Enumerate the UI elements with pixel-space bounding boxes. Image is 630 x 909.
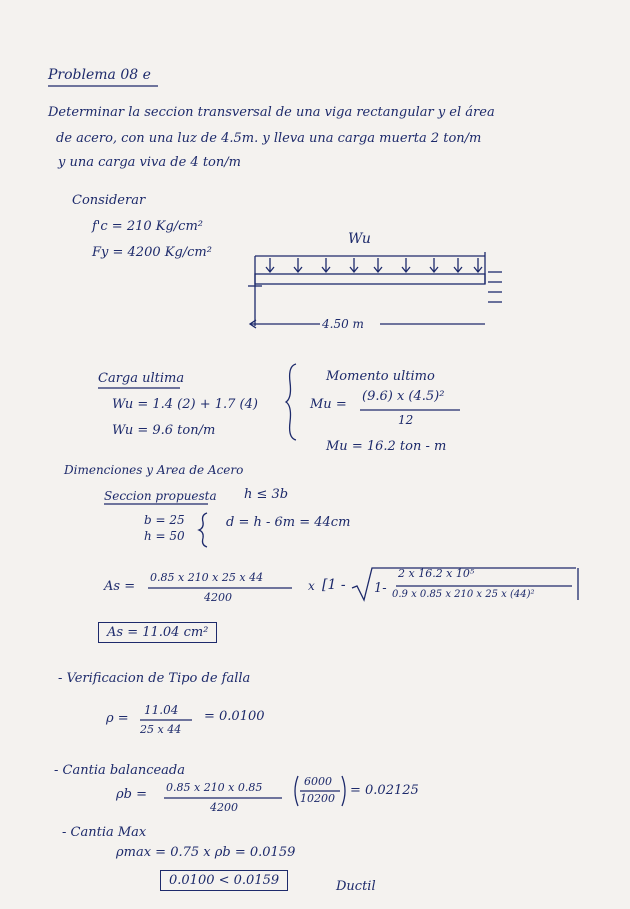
rhob-fraction-bar — [164, 796, 294, 800]
statement-line-2: de acero, con una luz de 4.5m. y lleva una carga muerta 2 ton/m — [56, 131, 482, 146]
problem-title: Problema 08 e — [48, 67, 151, 83]
as-fraction-bar-1 — [148, 586, 298, 590]
as-prefix: As = — [104, 579, 136, 594]
small-brace — [198, 512, 212, 548]
conclusion-ductil: Ductil — [336, 879, 376, 894]
considerar-heading: Considerar — [72, 193, 146, 208]
seccion-propuesta: Seccion propuesta — [104, 489, 217, 503]
wu-result: Wu = 9.6 ton/m — [112, 423, 216, 438]
title-underline — [48, 84, 168, 88]
as-bracket: [1 - — [322, 577, 346, 593]
beam-diagram — [240, 244, 520, 344]
rhomax-line: ρmax = 0.75 x ρb = 0.0159 — [116, 845, 296, 860]
rho-result: = 0.0100 — [204, 709, 265, 724]
balanceada-heading: - Cantia balanceada — [54, 763, 186, 778]
carga-ultima-heading: Carga ultima — [98, 371, 185, 386]
h-value: h = 50 — [144, 529, 185, 543]
mu-prefix: Mu = — [310, 397, 347, 412]
fy-value: Fy = 4200 Kg/cm² — [92, 245, 212, 260]
statement-line-1: Determinar la seccion transversal de una viga rectangular y el área — [48, 105, 495, 120]
momento-heading: Momento ultimo — [326, 369, 435, 384]
as-multiply: x — [308, 579, 315, 593]
statement-line-3: y una carga viva de 4 ton/m — [58, 155, 241, 170]
as-num2: 2 x 16.2 x 10⁵ — [398, 567, 475, 580]
h-constraint: h ≤ 3b — [244, 487, 289, 502]
mu-numerator: (9.6) x (4.5)² — [362, 389, 445, 404]
span-label: 4.50 m — [322, 317, 364, 331]
rho-prefix: ρ = — [106, 711, 129, 726]
as-num1: 0.85 x 210 x 25 x 44 — [150, 571, 264, 584]
rhob-denominator: 4200 — [210, 801, 238, 814]
fc-value: f'c = 210 Kg/cm² — [92, 219, 204, 234]
check-box: 0.0100 < 0.0159 — [160, 870, 288, 891]
carga-underline — [98, 386, 194, 390]
rhob-numerator: 0.85 x 210 x 0.85 — [166, 781, 263, 794]
mu-result: Mu = 16.2 ton - m — [326, 439, 447, 454]
as-result-box: As = 11.04 cm² — [98, 622, 217, 643]
mu-fraction-bar — [360, 408, 470, 412]
wu-expression: Wu = 1.4 (2) + 1.7 (4) — [112, 397, 258, 412]
frac-numerator: 6000 — [304, 775, 332, 788]
d-value: d = h - 6m = 44cm — [226, 515, 351, 530]
rhob-result: = 0.02125 — [350, 783, 419, 798]
rho-denominator: 25 x 44 — [140, 723, 182, 736]
b-value: b = 25 — [144, 513, 185, 527]
mu-denominator: 12 — [398, 413, 414, 427]
rhob-prefix: ρb = — [116, 787, 147, 802]
as-den1: 4200 — [204, 591, 232, 604]
load-label: Wu — [348, 231, 371, 247]
curly-brace — [284, 362, 304, 442]
rho-fraction-bar — [140, 718, 200, 722]
verificacion-heading: - Verificacion de Tipo de falla — [58, 671, 251, 686]
as-den2: 0.9 x 0.85 x 210 x 25 x (44)² — [392, 589, 535, 600]
seccion-underline — [104, 502, 214, 506]
dimensiones-heading: Dimenciones y Area de Acero — [64, 463, 244, 477]
rho-numerator: 11.04 — [144, 703, 179, 717]
sqrt-one-minus: 1- — [374, 581, 387, 596]
frac-denominator: 10200 — [300, 792, 335, 805]
max-heading: - Cantia Max — [62, 825, 147, 840]
